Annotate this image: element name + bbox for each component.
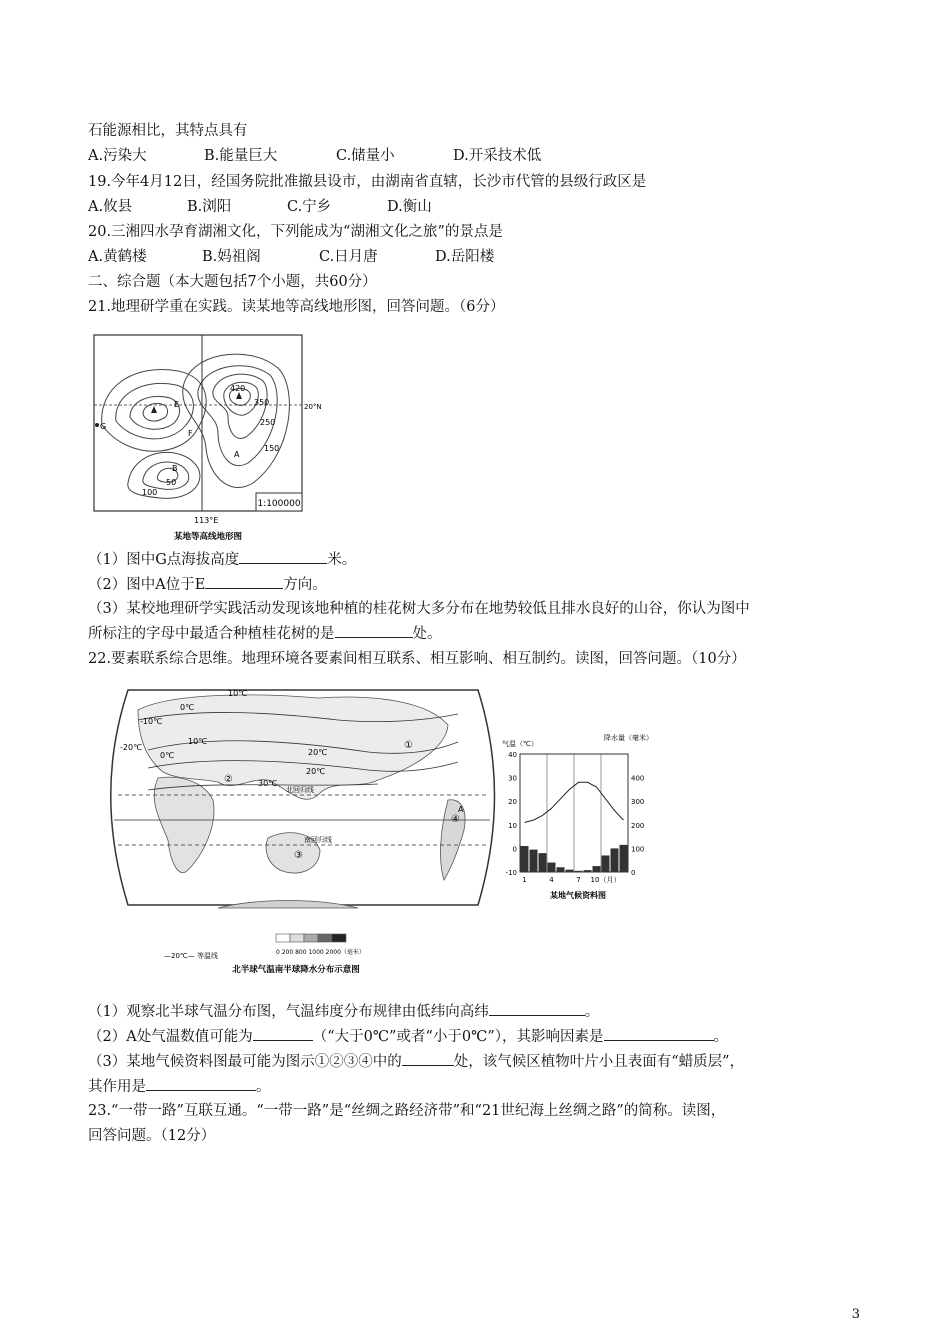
q23-stem-cont: 回答问题。（12分） [88,1128,216,1144]
isotherm-label: 10℃ [228,689,248,698]
temp-tick: 20 [508,798,517,807]
q19-option-b: B.浏阳 [187,199,232,215]
temp-axis-label: 气温（℃） [502,740,538,748]
isotherm-legend: —20℃— 等温线 [164,952,218,960]
marker-4: ④ [451,814,460,825]
q21-part1: （1）图中G点海拔高度 米。 [88,549,356,570]
precip-bar [575,871,583,872]
answer-blank[interactable] [253,1026,313,1041]
answer-blank[interactable] [604,1026,714,1041]
precip-tick: 400 [631,774,645,783]
answer-blank[interactable] [239,549,327,564]
q19-option-c: C.宁乡 [287,199,332,215]
q18-option-d: D.开采技术低 [453,148,542,164]
temp-tick: 30 [508,774,517,783]
point-label: B [172,464,178,473]
latitude-label: 20°N [304,403,322,411]
isotherm-label: -20℃ [120,743,143,752]
isotherm-label: 20℃ [306,767,326,776]
contour-label: 250 [260,418,276,427]
q20-option-c: C.日月唐 [319,249,378,265]
precip-bar [620,845,628,872]
precip-tick: 100 [631,845,645,854]
answer-blank[interactable] [335,623,413,638]
temp-tick: 0 [512,845,517,854]
answer-blank[interactable] [489,1001,585,1016]
longitude-label: 113°E [194,516,219,525]
peak-icon [151,406,157,413]
marker-2: ② [224,774,233,785]
precip-bar [566,870,574,872]
section-heading: 二、综合题（本大题包括7个小题，共60分） [88,274,377,290]
peak-icon [236,392,242,399]
precip-bar [530,850,538,872]
precip-tick: 300 [631,798,645,807]
q22-part2: （2）A处气温数值可能为 （“大于0℃”或者“小于0℃”），其影响因素是 。 [88,1026,728,1047]
q20-stem: 20.三湘四水孕育湖湘文化，下列能成为“湖湘文化之旅”的景点是 [88,224,503,240]
isotherm-label: -10℃ [140,717,163,726]
q21-part2: （2）图中A位于E 方向。 [88,574,327,595]
q19-option-a: A.攸县 [88,199,133,215]
map-scale: 1:100000 [257,499,301,509]
isotherm-label: 30℃ [258,779,278,788]
precip-tick: 200 [631,821,645,830]
answer-blank[interactable] [205,574,283,589]
q20-option-a: A.黄鹤楼 [88,249,147,265]
precip-tick: 0 [631,869,636,877]
precip-bar [539,853,547,872]
map-caption: 北半球气温南半球降水分布示意图 [232,965,360,975]
q20-option-d: D.岳阳楼 [435,249,495,265]
q18-stem-continuation: 石能源相比，其特点具有 [88,123,248,139]
q19-option-d: D.衡山 [387,199,432,215]
precip-bar [557,867,565,872]
precip-bar [602,855,610,872]
point-label: A [234,450,240,459]
precip-axis-label: 降水量（毫米） [604,734,653,742]
point-label: F [188,429,193,438]
precip-bar [548,863,556,872]
q22-part3: （3）某地气候资料图最可能为图示①②③④中的 处，该气候区植物叶片小且表面有“蜡质层”， [88,1051,744,1072]
month-tick: 10（月） [590,876,621,884]
point-label: E [174,400,180,409]
contour-label: 50 [166,478,177,487]
contour-label: 420 [230,384,246,393]
point-label: G [100,422,107,431]
isotherm-label: 10℃ [188,737,208,746]
q19-stem: 19.今年4月12日，经国务院批准撤县设市，由湖南省直辖，长沙市代管的县级行政区是 [88,174,647,190]
q22-part3-cont: 其作用是 。 [88,1076,271,1097]
q18-option-b: B.能量巨大 [204,148,278,164]
answer-blank[interactable] [402,1051,454,1066]
precip-bar [593,866,601,872]
answer-blank[interactable] [146,1076,256,1091]
contour-map [88,333,322,548]
q22-part1: （1）观察北半球气温分布图，气温纬度分布规律由低纬向高纬 。 [88,1001,599,1022]
tropic-of-cancer-label: 北回归线 [286,786,314,794]
climate-chart-title: 某地气候资料图 [550,891,606,900]
q20-option-b: B.妈祖阁 [202,249,261,265]
q18-option-a: A.污染大 [88,148,147,164]
q21-stem: 21.地理研学重在实践。读某地等高线地形图，回答问题。（6分） [88,299,505,315]
marker-a: A [458,805,464,814]
contour-label: 150 [264,444,280,453]
precip-bar [521,846,529,872]
contour-label: 350 [254,398,270,407]
world-climate-map [108,680,496,980]
precip-legend-ticks: 0 200 800 1000 2000（毫米） [276,949,365,956]
precip-bar [611,848,619,872]
temp-tick: 40 [508,751,517,759]
q23-stem: 23.“一带一路”互联互通。“一带一路”是“丝绸之路经济带”和“21世纪海上丝绸之路”的简称。读图， [88,1103,726,1119]
temp-tick: -10 [505,869,517,877]
page-number: 3 [851,1307,860,1322]
isotherm-label: 20℃ [308,748,328,757]
q22-stem: 22.要素联系综合思维。地理环境各要素间相互联系、相互影响、相互制约。读图，回答问题。（10分） [88,651,746,667]
marker-1: ① [404,740,413,751]
map-caption: 某地等高线地形图 [173,532,243,542]
isotherm-label: 0℃ [180,703,195,712]
month-tick: 1 [522,876,527,884]
month-tick: 7 [576,876,581,884]
precip-bar [584,870,592,872]
tropic-of-capricorn-label: 南回归线 [304,836,332,844]
q18-option-c: C.储量小 [336,148,395,164]
temp-tick: 10 [508,821,517,830]
q21-part3-cont: 所标注的字母中最适合种植桂花树的是 处。 [88,623,442,644]
q21-part3: （3）某校地理研学实践活动发现该地种植的桂花树大多分布在地势较低且排水良好的山谷，你认为图中 [88,601,750,617]
isotherm-label: 0℃ [160,751,175,760]
climate-chart [498,732,658,904]
contour-label: 100 [142,488,158,497]
month-tick: 4 [549,876,554,884]
marker-3: ③ [294,850,303,861]
